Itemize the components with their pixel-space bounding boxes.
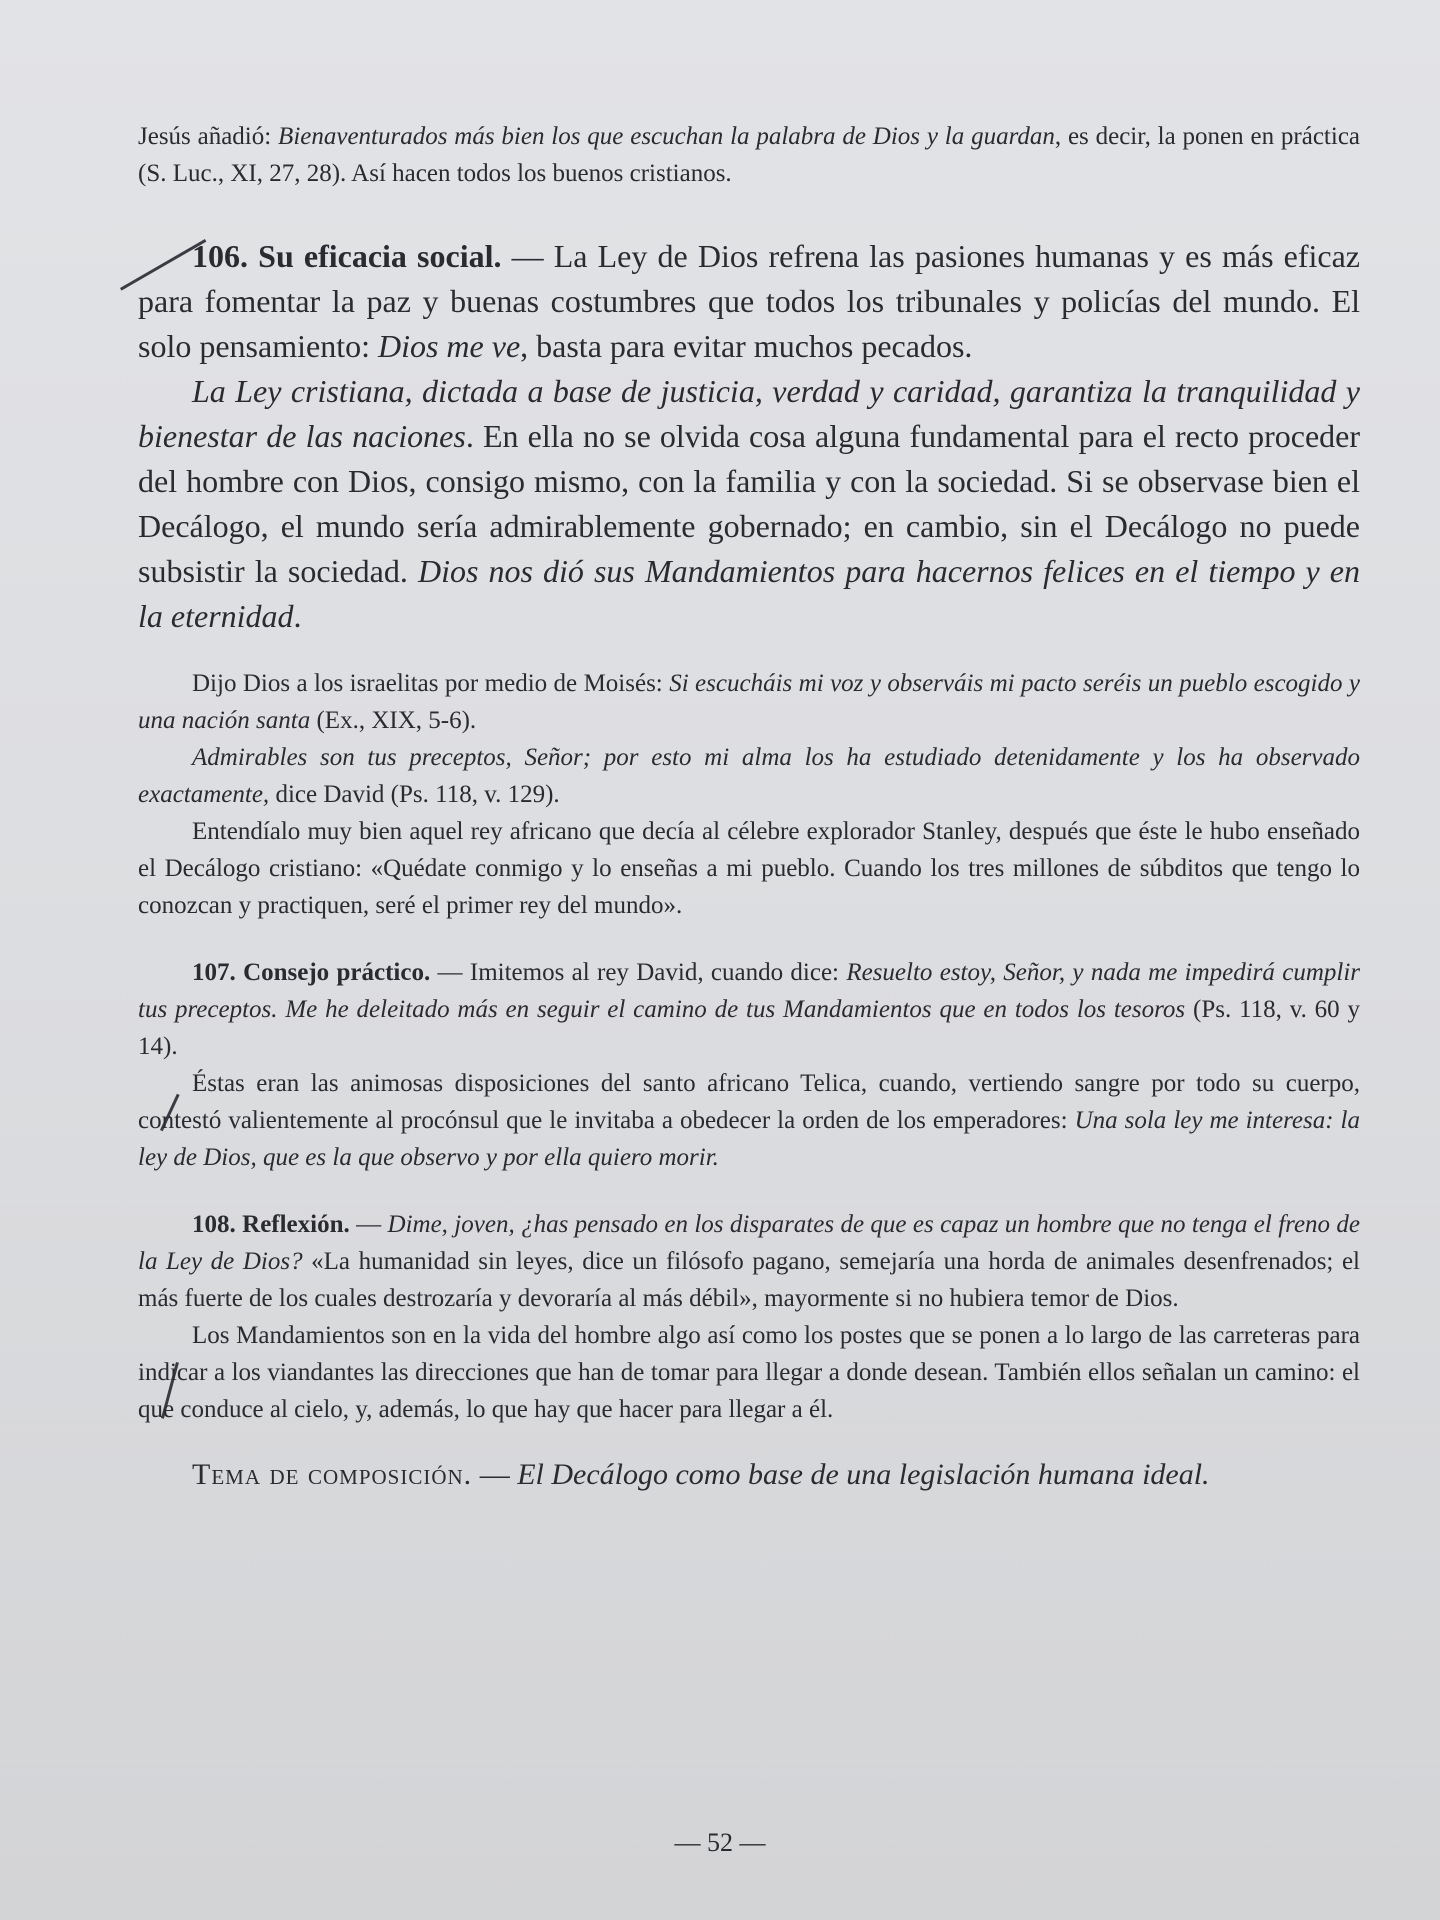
- page-number: — 52 —: [674, 1828, 766, 1857]
- section-108-heading: Reflexión.: [242, 1211, 350, 1238]
- section-107-paragraph-2: Éstas eran las animosas disposiciones del santo africano Telica, cuando, vertiendo sangre por todo su cuerpo, contestó valientemente al procónsul que le invitaba a obedecer la orden de los emperadores: Una sola ley me interesa: la ley de Dios, que es la que observo y por ella quiero morir.: [138, 1070, 1360, 1171]
- section-108-paragraph-2: Los Mandamientos son en la vida del hombre algo así como los postes que se ponen a lo largo de las carreteras para indicar a los viandantes las direcciones que han de tomar para llegar a donde desean. También ellos señalan un camino: el que conduce al cielo, y, además, lo que hay que hacer para llegar a él.: [138, 1322, 1360, 1423]
- intro-paragraph: Jesús añadió: Bienaventurados más bien los que escuchan la palabra de Dios y la guardan, es decir, la ponen en práctica (S. Luc., XI, 27, 28). Así hacen todos los buenos cristianos.: [138, 123, 1361, 187]
- section-108-paragraph-1: 108. Reflexión. — Dime, joven, ¿has pensado en los disparates de que es capaz un hombre que no tenga el freno de la Ley de Dios? «La humanidad sin leyes, dice un filósofo pagano, semejaría una horda de animales desenfrenados; el más fuerte de los cuales destrozaría y devoraría al más débil», mayormente si no hubiera temor de Dios.: [138, 1211, 1361, 1312]
- section-106-note-3: Entendíalo muy bien aquel rey africano que decía al célebre explorador Stanley, después que éste le hubo enseñado el Decálogo cristiano: «Quédate conmigo y lo enseñas a mi pueblo. Cuando los tres millones de súbditos que tengo lo conozcan y practiquen, seré el primer rey del mundo».: [138, 818, 1360, 919]
- section-107-heading: Consejo práctico.: [243, 959, 431, 986]
- section-106-note-1: Dijo Dios a los israelitas por medio de Moisés: Si escucháis mi voz y observáis mi pacto seréis un pueblo escogido y una nación santa (Ex., XIX, 5-6).: [138, 670, 1360, 734]
- section-106-paragraph-2: La Ley cristiana, dictada a base de justicia, verdad y caridad, garantiza la tranquilidad y bienestar de las naciones. En ella no se olvida cosa alguna fundamental para el recto proceder del hombre con Dios, consigo mismo, con la familia y con la sociedad. Si se observase bien el Decálogo, el mundo sería admirablemente gobernado; en cambio, sin el Decálogo no puede subsistir la sociedad. Dios nos dió sus Mandamientos para hacernos felices en el tiempo y en la eternidad.: [138, 373, 1361, 634]
- section-106-note-2: Admirables son tus preceptos, Señor; por esto mi alma los ha estudiado detenidamente y los ha observado exactamente, dice David (Ps. 118, v. 129).: [138, 744, 1360, 808]
- document-page: [138, 118, 1360, 1496]
- section-106: [138, 234, 1360, 924]
- section-106-heading: Su eficacia social.: [258, 238, 502, 274]
- composition-theme: Tema de composición. — El Decálogo como base de una legislación humana ideal.: [192, 1458, 1210, 1491]
- section-106-paragraph-1: 106. Su eficacia social. — La Ley de Dios refrena las pasiones humanas y es más eficaz para fomentar la paz y buenas costumbres que todos los tribunales y policías del mundo. El solo pensamiento: Dios me ve, basta para evitar muchos pecados.: [138, 238, 1361, 364]
- section-107-paragraph-1: 107. Consejo práctico. — Imitemos al rey David, cuando dice: Resuelto estoy, Señor, y nada me impedirá cumplir tus preceptos. Me he deleitado más en seguir el camino de tus Mandamientos que en todos los tesoros (Ps. 118, v. 60 y 14).: [138, 959, 1360, 1060]
- section-108: [138, 1206, 1360, 1428]
- section-107: [138, 954, 1360, 1176]
